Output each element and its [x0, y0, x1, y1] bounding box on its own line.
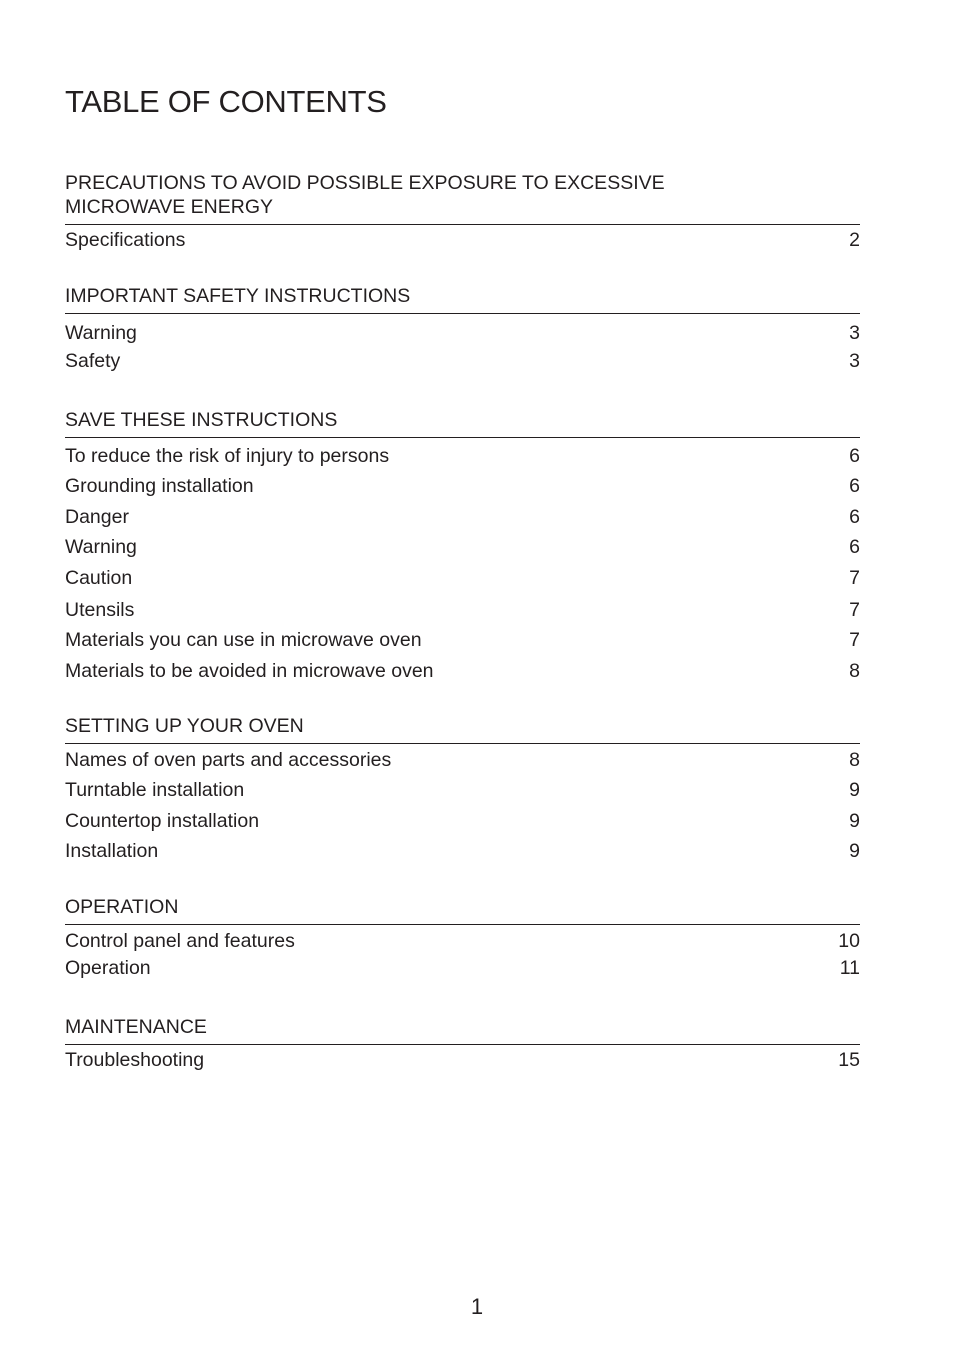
toc-entry[interactable]	[65, 473, 860, 499]
toc-entry-page: 3	[849, 322, 860, 344]
toc-entry[interactable]	[65, 597, 860, 623]
section-heading-save-instructions: SAVE THESE INSTRUCTIONS	[65, 408, 860, 438]
toc-entry-page: 11	[839, 957, 860, 979]
toc-entry-page: 2	[849, 229, 860, 251]
toc-entry-label: Materials to be avoided in microwave oven	[65, 660, 434, 682]
toc-entry[interactable]	[65, 838, 860, 864]
toc-entry-page: 6	[849, 475, 860, 497]
section-heading-maintenance: MAINTENANCE	[65, 1015, 860, 1045]
toc-entry-label: Utensils	[65, 599, 135, 621]
page-title: TABLE OF CONTENTS	[65, 84, 387, 119]
toc-entry-page: 8	[849, 660, 860, 682]
toc-entry-label: Specifications	[65, 229, 186, 251]
toc-entry[interactable]	[65, 658, 860, 684]
toc-entry-label: Safety	[65, 350, 121, 372]
toc-entry[interactable]	[65, 777, 860, 803]
toc-entry-page: 3	[849, 350, 860, 372]
toc-entry-page: 6	[849, 536, 860, 558]
toc-entry-page: 15	[838, 1049, 860, 1071]
toc-entry-page: 9	[849, 840, 860, 862]
toc-entry-page: 9	[849, 779, 860, 801]
toc-entry-page: 6	[849, 506, 860, 528]
toc-entry-page: 6	[849, 445, 860, 467]
toc-entry-label: Grounding installation	[65, 475, 254, 497]
toc-entry-label: Warning	[65, 322, 137, 344]
toc-entry[interactable]	[65, 534, 860, 560]
section-heading-operation: OPERATION	[65, 895, 860, 925]
toc-entry-label: Turntable installation	[65, 779, 245, 801]
toc-entry[interactable]	[65, 747, 860, 773]
toc-entry-page: 8	[849, 749, 860, 771]
section-heading-safety-instructions: IMPORTANT SAFETY INSTRUCTIONS	[65, 284, 860, 314]
toc-entry[interactable]	[65, 227, 860, 253]
toc-entry[interactable]	[65, 627, 860, 653]
toc-entry[interactable]	[65, 443, 860, 469]
toc-entry[interactable]	[65, 928, 860, 954]
toc-entry-page: 7	[849, 599, 860, 621]
toc-entry-label: Materials you can use in microwave oven	[65, 629, 422, 651]
toc-entry-page: 7	[849, 567, 860, 589]
toc-entry-label: Troubleshooting	[65, 1049, 205, 1071]
toc-entry-page: 10	[838, 930, 860, 952]
toc-entry[interactable]	[65, 348, 860, 374]
toc-entry[interactable]	[65, 1047, 860, 1073]
toc-entry[interactable]	[65, 320, 860, 346]
toc-entry[interactable]	[65, 955, 860, 981]
toc-entry-label: Countertop installation	[65, 810, 260, 832]
toc-entry-label: Installation	[65, 840, 159, 862]
toc-entry-label: Caution	[65, 567, 133, 589]
toc-entry-label: Operation	[65, 957, 151, 979]
toc-entry[interactable]	[65, 504, 860, 530]
toc-entry-page: 7	[849, 629, 860, 651]
section-heading-setting-up: SETTING UP YOUR OVEN	[65, 714, 860, 744]
toc-entry[interactable]	[65, 565, 860, 591]
toc-entry[interactable]	[65, 808, 860, 834]
toc-entry-page: 9	[849, 810, 860, 832]
toc-entry-label: Warning	[65, 536, 137, 558]
toc-entry-label: To reduce the risk of injury to persons	[65, 445, 390, 467]
toc-entry-label: Control panel and features	[65, 930, 295, 952]
section-heading-precautions: PRECAUTIONS TO AVOID POSSIBLE EXPOSURE TO EXCESSIVE MICROWAVE ENERGY	[65, 171, 860, 225]
toc-entry-label: Names of oven parts and accessories	[65, 749, 392, 771]
toc-entry-label: Danger	[65, 506, 129, 528]
page-number: 1	[470, 1294, 484, 1319]
